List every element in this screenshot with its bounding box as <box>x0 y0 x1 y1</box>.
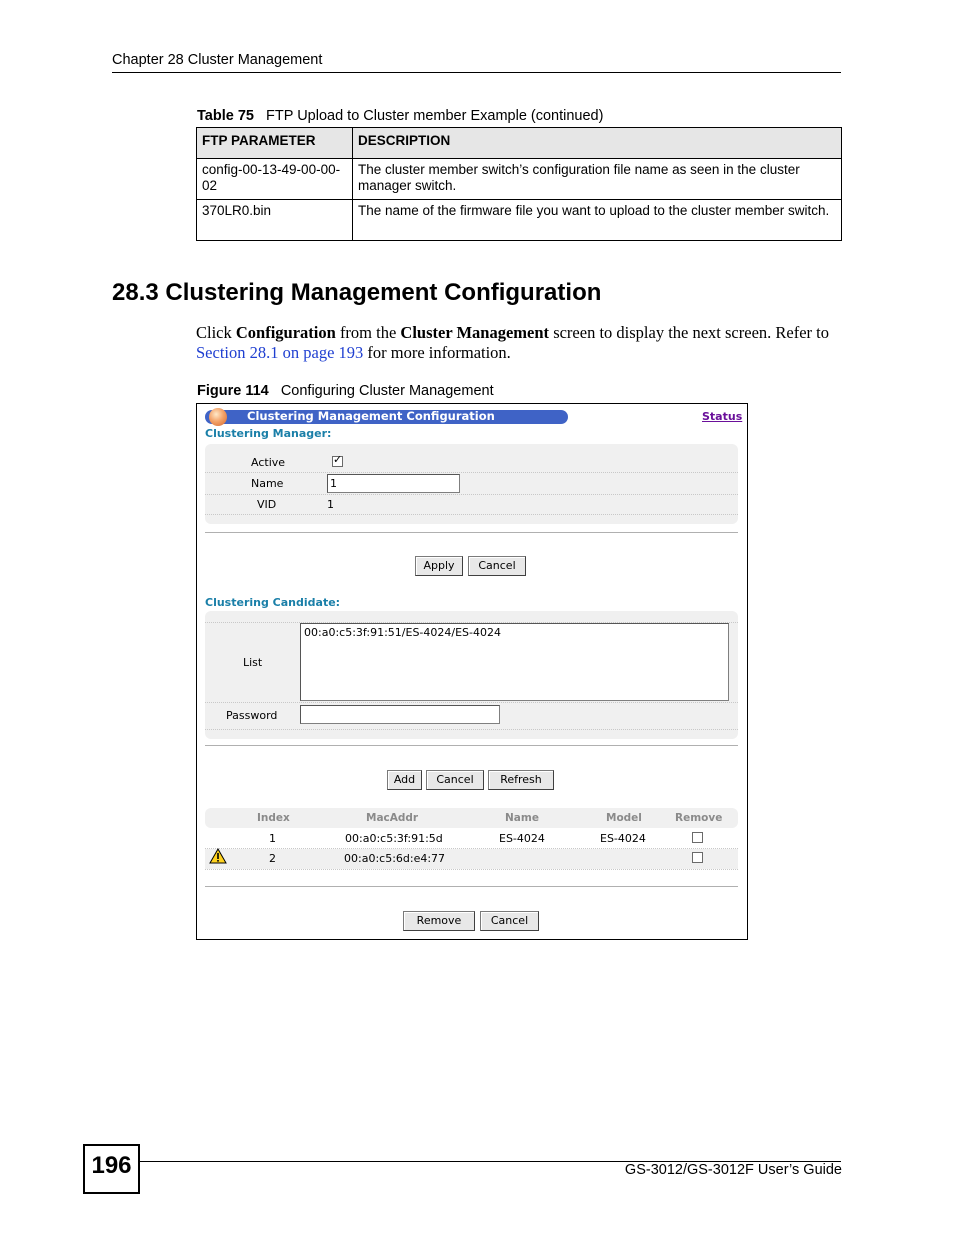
list-item[interactable]: 00:a0:c5:3f:91:51/ES-4024/ES-4024 <box>304 626 501 639</box>
guide-title: GS-3012/GS-3012F User’s Guide <box>624 1162 842 1178</box>
title-orb-icon <box>209 408 227 426</box>
column-header-macaddr: MacAddr <box>366 812 419 824</box>
clustering-manager-label: Clustering Manager: <box>205 427 332 440</box>
model-cell: ES-4024 <box>600 832 646 845</box>
vid-label: VID <box>257 498 277 511</box>
status-link[interactable]: Status <box>702 410 743 423</box>
row-divider <box>205 729 738 730</box>
intro-paragraph <box>196 323 844 363</box>
description-cell: The cluster member switch’s configuration file name as seen in the cluster manager switch. <box>353 159 842 200</box>
row-divider <box>205 472 738 473</box>
password-input[interactable] <box>300 705 500 724</box>
checkmark-icon: ✓ <box>333 453 343 466</box>
table-caption-text: FTP Upload to Cluster member Example (continued) <box>266 108 604 124</box>
page-number: 196 <box>91 1152 132 1179</box>
table-caption-label: Table 75 <box>197 108 254 124</box>
apply-button[interactable]: Apply <box>415 556 463 576</box>
list-label: List <box>243 656 263 669</box>
mac-cell: 00:a0:c5:3f:91:5d <box>345 832 443 845</box>
add-button[interactable]: Add <box>387 770 422 790</box>
table-row <box>197 159 842 200</box>
table-row <box>197 200 842 241</box>
remove-checkbox[interactable] <box>692 852 703 863</box>
cancel-button[interactable]: Cancel <box>468 556 526 576</box>
running-header-chapter: Chapter 28 Cluster Management <box>112 52 323 68</box>
param-cell: config-00-13-49-00-00-02 <box>197 159 353 200</box>
row-divider <box>205 702 738 703</box>
section-title: 28.3 Clustering Management Configuration <box>112 279 602 306</box>
column-header-name: Name <box>505 812 539 824</box>
divider <box>205 886 738 887</box>
intro-text: screen to display the next screen. Refer to <box>549 323 829 342</box>
intro-text: for more information. <box>363 343 511 362</box>
active-checkbox[interactable] <box>332 453 343 467</box>
row-divider <box>205 494 738 495</box>
warning-icon <box>209 848 227 864</box>
remove-button[interactable]: Remove <box>403 911 475 931</box>
section-reference-link[interactable]: Section 28.1 on page 193 <box>196 343 364 362</box>
active-label: Active <box>251 456 286 469</box>
index-cell: 1 <box>269 832 276 845</box>
name-cell: ES-4024 <box>499 832 545 845</box>
refresh-button[interactable]: Refresh <box>488 770 554 790</box>
cancel-button[interactable]: Cancel <box>480 911 539 931</box>
candidate-listbox[interactable] <box>300 623 729 701</box>
figure-caption-text: Configuring Cluster Management <box>280 383 494 399</box>
header-rule <box>112 72 841 73</box>
name-input-value: 1 <box>330 477 337 490</box>
intro-bold-cluster-management: Cluster Management <box>400 323 550 342</box>
cancel-button[interactable]: Cancel <box>426 770 484 790</box>
row-divider <box>205 869 738 870</box>
password-label: Password <box>226 709 278 722</box>
column-header-description: DESCRIPTION <box>353 128 842 159</box>
remove-checkbox[interactable] <box>692 832 703 843</box>
figure-caption <box>197 383 494 399</box>
param-cell: 370LR0.bin <box>197 200 353 241</box>
vid-value: 1 <box>327 498 334 511</box>
table-row <box>205 828 738 848</box>
name-label: Name <box>251 477 284 490</box>
row-divider <box>205 514 738 515</box>
index-cell: 2 <box>269 852 276 865</box>
cluster-config-screenshot <box>196 403 748 940</box>
name-input[interactable] <box>327 474 460 493</box>
divider <box>205 532 738 533</box>
column-header-index: Index <box>257 812 290 824</box>
intro-text: from the <box>335 323 401 342</box>
column-header-remove: Remove <box>675 812 723 824</box>
table-caption <box>197 108 603 124</box>
ftp-parameter-table <box>196 127 842 241</box>
table-row <box>205 849 738 869</box>
divider <box>205 745 738 746</box>
column-header-model: Model <box>606 812 642 824</box>
clustering-candidate-label: Clustering Candidate: <box>205 596 341 609</box>
description-cell: The name of the firmware file you want to upload to the cluster member switch. <box>353 200 842 241</box>
column-header-ftp-parameter: FTP PARAMETER <box>197 128 353 159</box>
intro-text: Click <box>196 323 236 342</box>
intro-bold-configuration: Configuration <box>235 323 336 342</box>
screen-title: Clustering Management Configuration <box>247 409 495 423</box>
table-header-row <box>197 128 842 159</box>
mac-cell: 00:a0:c5:6d:e4:77 <box>344 852 446 865</box>
figure-caption-label: Figure 114 <box>197 383 269 399</box>
